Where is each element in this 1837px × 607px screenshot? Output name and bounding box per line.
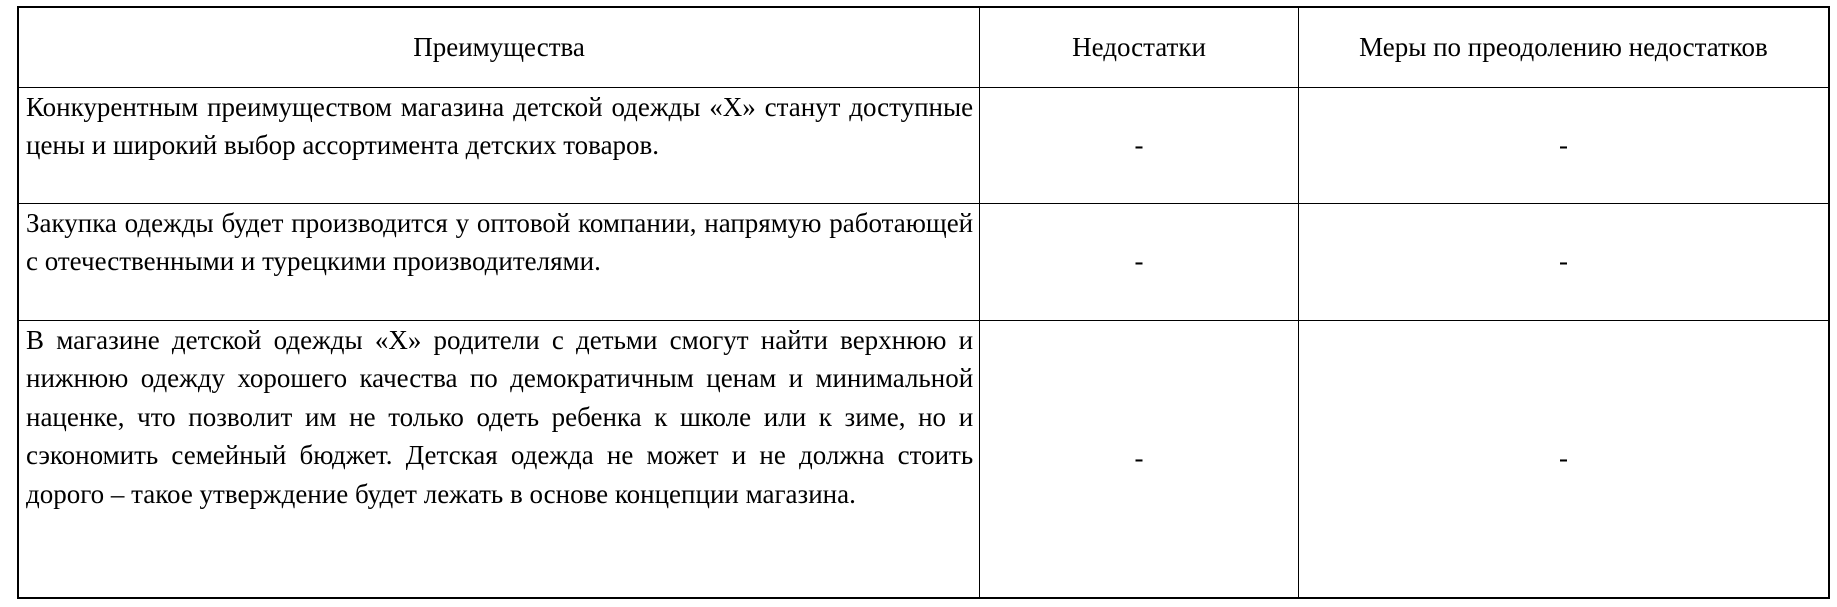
advantage-cell: Конкурентным преимуществом магазина детской одежды «Х» станут доступные цены и широкий выбор ассортимента детских товаров. [18,87,980,203]
drawback-cell: - [980,87,1299,203]
table-row [18,87,1829,203]
table-row [18,203,1829,320]
drawback-cell: - [980,320,1299,598]
table-row [18,320,1829,598]
advantage-cell: В магазине детской одежды «Х» родители с детьми смогут найти верхнюю и нижнюю одежду хорошего качества по демократичным ценам и минимальной наценке, что позволит им не только одеть ребенка к школе или к зиме, но и сэкономить семейный бюджет. Детская одежда не может и не должна стоить дорого – такое утверждение будет лежать в основе концепции магазина. [18,320,980,598]
drawback-cell: - [980,203,1299,320]
table-header-row [18,7,1829,87]
measure-cell: - [1298,203,1829,320]
column-header-drawbacks: Недостатки [980,7,1299,87]
advantage-cell: Закупка одежды будет производится у оптовой компании, напрямую работающей с отечественными и турецкими производителями. [18,203,980,320]
measure-cell: - [1298,87,1829,203]
column-header-measures: Меры по преодолению недостатков [1298,7,1829,87]
measure-cell: - [1298,320,1829,598]
column-header-advantages: Преимущества [18,7,980,87]
advantages-drawbacks-table [17,6,1830,599]
